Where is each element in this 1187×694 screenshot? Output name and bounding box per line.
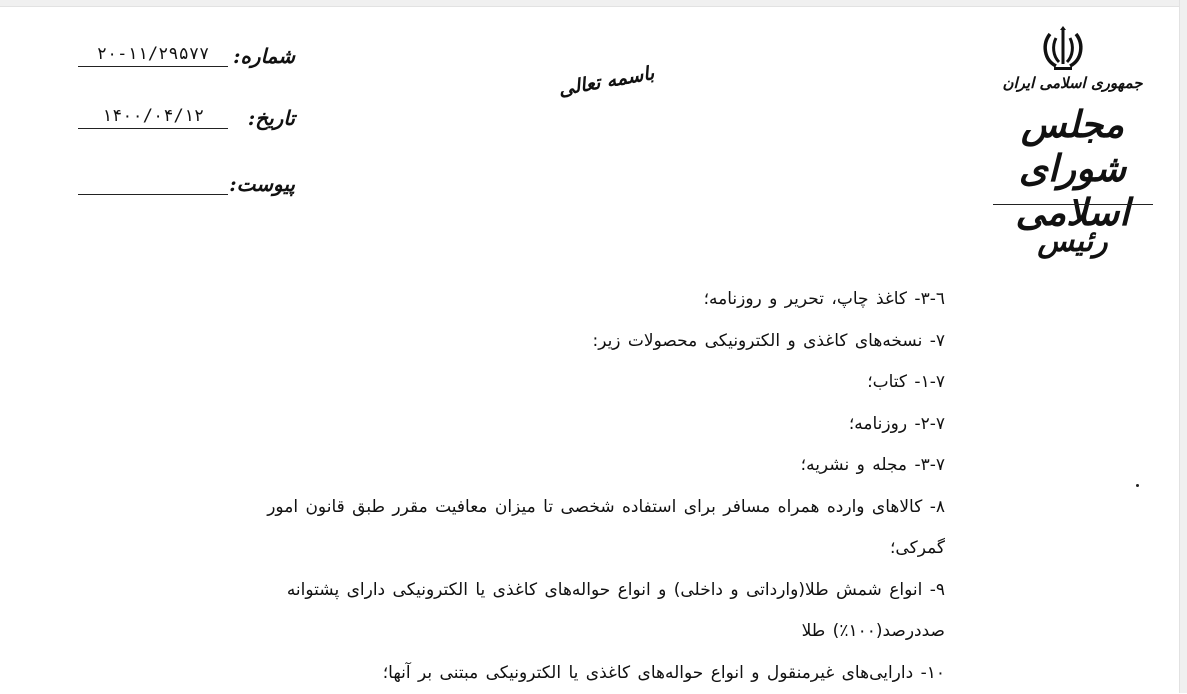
letter-number-field [70, 42, 295, 72]
letter-attachment-value [78, 170, 228, 195]
iran-emblem-icon [1040, 26, 1086, 72]
list-item: ٧-١- کتاب؛ [195, 362, 945, 404]
letterhead-divider [993, 204, 1153, 205]
list-item-continuation: گمرکی؛ [195, 528, 945, 570]
letter-attachment-field [70, 170, 295, 200]
list-item: ٧-٢- روزنامه؛ [195, 404, 945, 446]
list-item: ٧- نسخه‌های کاغذی و الکترونیکی محصولات زیر: [195, 321, 945, 363]
letter-date-label: تاریخ: [248, 106, 295, 130]
list-item: ٩- انواع شمش طلا(وارداتی و داخلی) و انواع حواله‌های کاغذی یا الکترونیکی دارای پشتوانه [195, 570, 945, 612]
basmala-heading: باسمه تعالی [556, 64, 665, 140]
parliament-name: مجلس شورای اسلامی [985, 102, 1160, 234]
list-item: ٦-٣- کاغذ چاپ، تحریر و روزنامه؛ [195, 279, 945, 321]
country-name: جمهوری اسلامی ایران [985, 74, 1160, 92]
window-top-edge [0, 0, 1187, 7]
window-scrollbar-track[interactable] [1179, 0, 1187, 693]
letter-attachment-label: پیوست: [229, 172, 295, 196]
list-item-continuation: صددرصد(١٠٠٪) طلا [195, 611, 945, 653]
letter-number-value: ۲۰-۱۱/۲۹۵۷۷ [78, 42, 228, 67]
letter-date-field [70, 104, 295, 134]
office-title: رئیس [985, 224, 1160, 259]
letter-number-label: شماره: [233, 44, 295, 68]
scan-speck [1136, 484, 1139, 487]
list-item: ١٠- دارایی‌های غیرمنقول و انواع حواله‌های کاغذی یا الکترونیکی مبتنی بر آنها؛ [195, 653, 945, 694]
letterhead-emblem-block [985, 26, 1160, 271]
list-item: ٨- کالاهای وارده همراه مسافر برای استفاده شخصی تا میزان معافیت مقرر طبق قانون امور [195, 487, 945, 529]
document-body [195, 279, 945, 694]
list-item: ٧-٣- مجله و نشریه؛ [195, 445, 945, 487]
letter-date-value: ۱۴۰۰/۰۴/۱۲ [78, 104, 228, 129]
